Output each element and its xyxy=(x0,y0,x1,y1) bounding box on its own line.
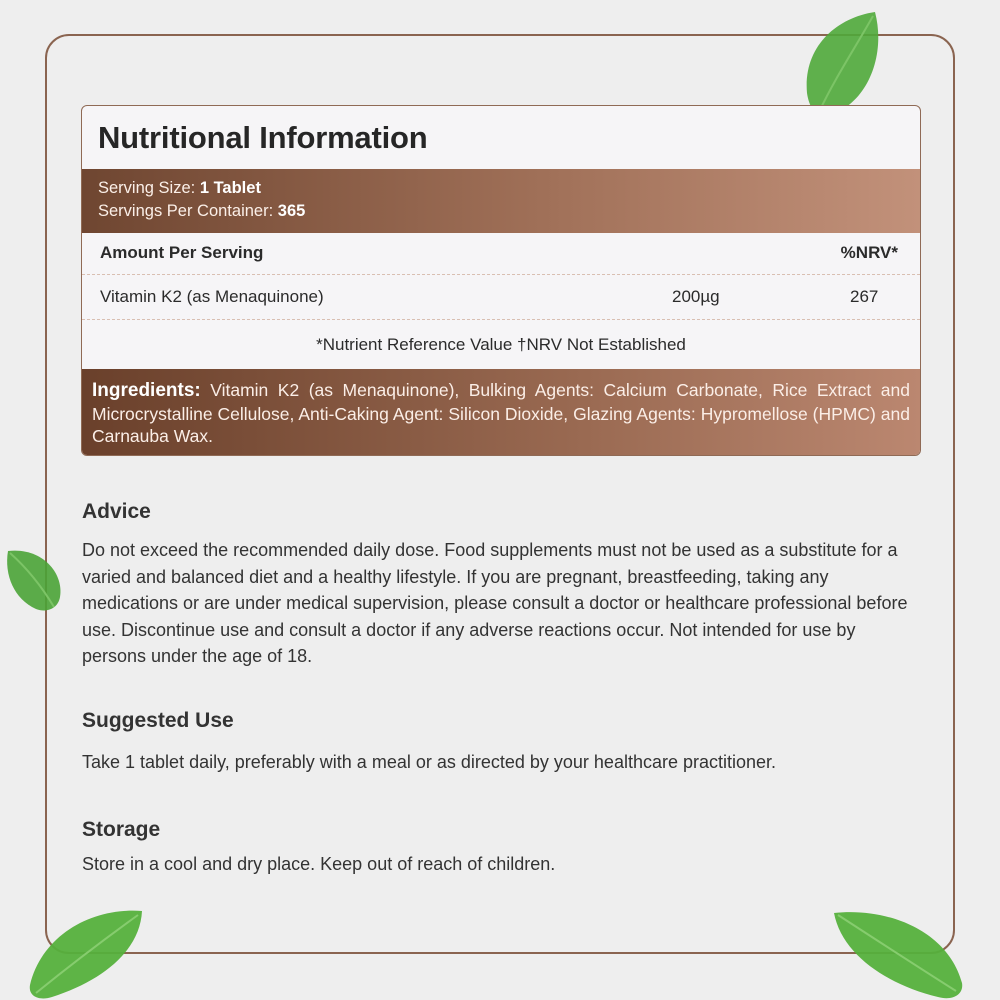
serving-size xyxy=(98,179,261,198)
serving-size-value: 1 Tablet xyxy=(199,179,261,197)
nutrition-panel xyxy=(81,105,921,456)
suggested-use-text: Take 1 tablet daily, preferably with a meal or as directed by your healthcare practitioner. xyxy=(82,752,777,772)
panel-title: Nutritional Information xyxy=(98,120,428,155)
ingredients-label: Ingredients: xyxy=(92,380,201,401)
advice-text: Do not exceed the recommended daily dose. Food supplements must not be used as a substitute for a varied and balanced diet and a healthy lifestyle. If you are pregnant, breastfeeding, taking any medications or are under medical supervision, please consult a doctor or healthcare professional before use. Discontinue use and consult a doctor if any adverse reactions occur. Not intended for use by persons under the age of 18. xyxy=(82,540,908,666)
serving-band xyxy=(82,169,920,233)
servings-per-container xyxy=(98,202,305,221)
nrv-header: %NRV* xyxy=(840,243,898,262)
footnote: *Nutrient Reference Value †NRV Not Established xyxy=(316,335,686,354)
leaf-icon xyxy=(2,545,66,615)
servings-value: 365 xyxy=(277,202,306,220)
storage-text: Store in a cool and dry place. Keep out of reach of children. xyxy=(82,854,556,874)
leaf-icon xyxy=(828,905,968,1000)
storage-title: Storage xyxy=(82,818,161,841)
ingredients-band xyxy=(82,369,920,456)
divider xyxy=(82,274,920,275)
serving-size-label: Serving Size: xyxy=(98,179,196,197)
nutrient-nrv: 267 xyxy=(850,287,879,306)
advice-title: Advice xyxy=(82,500,151,523)
divider xyxy=(82,319,920,320)
nutrient-name: Vitamin K2 (as Menaquinone) xyxy=(100,287,324,306)
leaf-icon xyxy=(22,905,147,1000)
suggested-use-title: Suggested Use xyxy=(82,709,234,732)
ingredients-text: Vitamin K2 (as Menaquinone), Bulking Agents: Calcium Carbonate, Rice Extract and Microcrystalline Cellulose, Anti-Caking Agent: Silicon Dioxide, Glazing Agents: Hypromellose (HPMC) and Carnauba Wax. xyxy=(92,380,910,446)
nutrient-amount: 200µg xyxy=(672,287,720,306)
servings-label: Servings Per Container: xyxy=(98,202,274,220)
amount-header: Amount Per Serving xyxy=(100,243,264,262)
